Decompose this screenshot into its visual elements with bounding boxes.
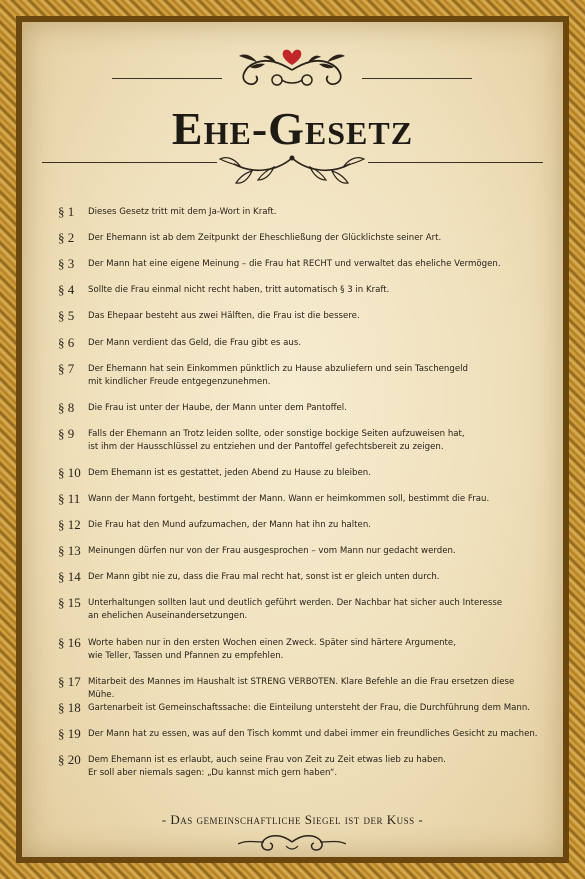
- law-number: § 13: [58, 543, 81, 559]
- law-text-continued: an ehelichen Auseinandersetzungen.: [88, 611, 248, 622]
- page-title: Ehe-Gesetz: [171, 103, 414, 154]
- law-text: Worte haben nur in den ersten Wochen einen Zweck. Später sind härtere Argumente,: [88, 637, 456, 648]
- law-text: Dem Ehemann ist es gestattet, jeden Abend zu Hause zu bleiben.: [88, 467, 371, 478]
- law-number: § 3: [58, 256, 75, 272]
- law-number: § 19: [58, 725, 81, 741]
- law-text: Der Ehemann hat sein Einkommen pünktlich zu Hause abzuliefern und sein Taschengeld: [88, 363, 468, 374]
- title-left-rule: [42, 162, 217, 163]
- law-text-block: [88, 726, 538, 742]
- motto-line: - Das gemeinschaftliche Siegel ist der Kuss -: [161, 812, 424, 827]
- law-text: Der Mann hat eine eigene Meinung – die Frau hat RECHT und verwaltet das eheliche Vermögen.: [88, 259, 501, 270]
- law-number: § 2: [58, 230, 75, 246]
- law-text-continued: Er soll aber niemals sagen: „Du kannst mich gern haben“.: [88, 767, 338, 778]
- law-item: [58, 595, 502, 623]
- law-text: Unterhaltungen sollten laut und deutlich geführt werden. Der Nachbar hat sicher auch Interesse: [88, 598, 503, 609]
- law-item: [58, 400, 347, 416]
- title-right-rule: [368, 162, 543, 163]
- law-text: Falls der Ehemann an Trotz leiden sollte, oder sonstige bockige Seiten aufzuweisen hat,: [88, 428, 465, 439]
- law-text: Wann der Mann fortgeht, bestimmt der Mann. Wann er heimkommen soll, bestimmt die Frau.: [88, 494, 490, 504]
- law-item: [58, 361, 468, 389]
- law-number: § 17: [58, 673, 81, 689]
- law-item: [58, 543, 456, 559]
- law-number: § 11: [58, 491, 81, 506]
- law-text-block: [88, 700, 530, 716]
- parchment-sheet: [22, 22, 563, 857]
- law-number: § 14: [58, 569, 81, 585]
- law-text: Der Ehemann ist ab dem Zeitpunkt der Eheschließung der Glücklichste seiner Art.: [88, 233, 442, 244]
- law-item: [58, 335, 301, 351]
- law-item: [58, 674, 538, 702]
- law-text-block: [88, 400, 347, 416]
- law-text: Mitarbeit des Mannes im Haushalt ist STRENG VERBOTEN. Klare Befehle an die Frau ersetzen diese Mühe.: [88, 676, 515, 700]
- law-text: Die Frau ist unter der Haube, der Mann unter dem Pantoffel.: [88, 402, 347, 413]
- law-text: Sollte die Frau einmal nicht recht haben, tritt automatisch § 3 in Kraft.: [88, 285, 390, 296]
- law-text-block: [88, 335, 301, 351]
- law-number: § 15: [58, 595, 81, 611]
- law-text-block: [88, 204, 276, 220]
- law-text-block: [88, 569, 440, 585]
- law-number: § 12: [58, 517, 81, 533]
- law-item: [58, 726, 538, 742]
- law-text: Der Mann gibt nie zu, dass die Frau mal recht hat, sonst ist er gleich unten durch.: [88, 572, 440, 583]
- law-text-block: [88, 517, 371, 533]
- law-text-continued: ist ihm der Hausschlüssel zu entziehen und der Pantoffel gefechtsbereit zu zeigen.: [88, 441, 444, 452]
- law-item: [58, 465, 371, 481]
- law-number: § 1: [58, 204, 75, 219]
- law-item: [58, 308, 360, 324]
- law-number: § 8: [58, 399, 75, 415]
- law-text-block: [88, 256, 501, 272]
- law-number: § 18: [58, 699, 81, 715]
- scroll-flourish-icon: [232, 830, 352, 854]
- law-number: § 20: [58, 751, 81, 767]
- law-text: Die Frau hat den Mund aufzumachen, der Mann hat ihn zu halten.: [88, 520, 372, 531]
- law-text-block: [88, 674, 538, 702]
- heart-vine-ornament-icon: [217, 36, 367, 98]
- law-text-continued: wie Teller, Tassen und Pfannen zu empfehlen.: [88, 650, 284, 661]
- law-number: § 10: [58, 464, 81, 480]
- law-number: § 7: [58, 360, 75, 376]
- law-number: § 9: [58, 425, 75, 441]
- law-item: [58, 230, 441, 246]
- leaf-vine-ornament-icon: [212, 150, 372, 192]
- law-number: § 4: [58, 282, 75, 298]
- law-item: [58, 752, 446, 780]
- law-text-block: [88, 635, 456, 663]
- law-text: Das Ehepaar besteht aus zwei Hälften, die Frau ist die bessere.: [88, 311, 360, 322]
- law-text: Der Mann hat zu essen, was auf den Tisch kommt und dabei immer ein freundliches Gesicht zu machen.: [88, 728, 538, 739]
- law-text: Dem Ehemann ist es erlaubt, auch seine Frau von Zeit zu Zeit etwas lieb zu haben.: [88, 754, 446, 765]
- law-item: [58, 700, 530, 716]
- law-text: Gartenarbeit ist Gemeinschaftssache: die Einteilung untersteht der Frau, die Durchführung dem Mann.: [88, 702, 531, 713]
- law-text: Dieses Gesetz tritt mit dem Ja-Wort in Kraft.: [88, 207, 277, 217]
- law-item: [58, 426, 465, 454]
- law-text: Der Mann verdient das Geld, die Frau gibt es aus.: [88, 337, 302, 348]
- law-text-block: [88, 752, 446, 780]
- law-text-block: [88, 543, 456, 559]
- law-text: Meinungen dürfen nur von der Frau ausgesprochen – vom Mann nur gedacht werden.: [88, 546, 456, 557]
- law-number: § 6: [58, 334, 75, 350]
- top-right-rule: [362, 78, 472, 79]
- law-item: [58, 256, 501, 272]
- law-item: [58, 517, 371, 533]
- law-item: [58, 282, 389, 298]
- law-text-block: [88, 308, 360, 324]
- law-text-block: [88, 426, 465, 454]
- law-text-block: [88, 282, 389, 298]
- law-text-block: [88, 361, 468, 389]
- law-text-block: [88, 491, 489, 507]
- law-text-block: [88, 595, 502, 623]
- law-number: § 16: [58, 634, 81, 650]
- law-item: [58, 569, 440, 585]
- law-number: § 5: [58, 308, 75, 324]
- law-item: [58, 204, 276, 220]
- top-left-rule: [112, 78, 222, 79]
- law-text-continued: mit kindlicher Freude entgegenzunehmen.: [88, 376, 271, 387]
- law-item: [58, 491, 489, 507]
- law-text-block: [88, 230, 441, 246]
- law-text-block: [88, 465, 371, 481]
- law-item: [58, 635, 456, 663]
